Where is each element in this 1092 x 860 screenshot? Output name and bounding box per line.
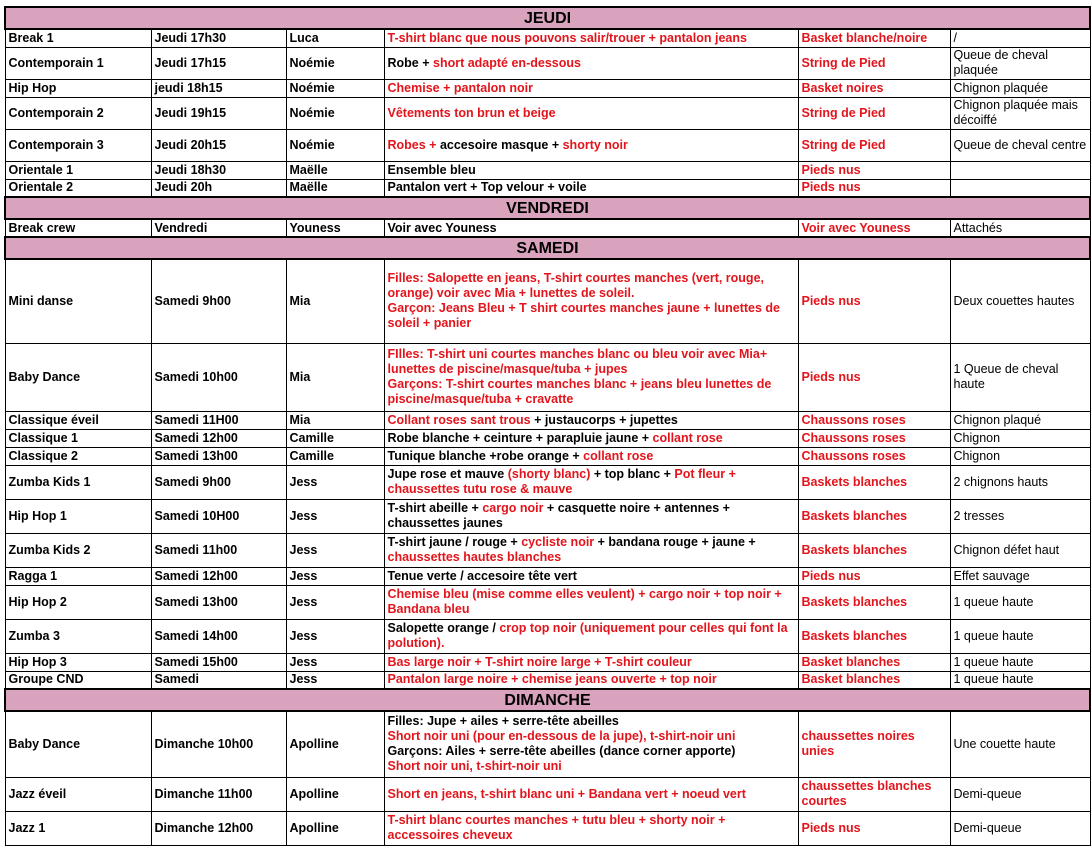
table-row	[5, 79, 1090, 97]
teacher-cell: Luca	[286, 29, 384, 47]
outfit-cell	[384, 411, 798, 429]
outfit-text: Pantalon large noire + chemise jeans ouverte + top noir	[387, 672, 717, 687]
outfit-text: Short en jeans, t-shirt blanc uni + Bandana vert + noeud vert	[387, 786, 746, 801]
shoes-cell	[798, 653, 950, 671]
table-row	[5, 429, 1090, 447]
teacher-cell: Maëlle	[286, 179, 384, 197]
day-label: SAMEDI	[5, 237, 1090, 259]
outfit-text: Garçon: Jeans Bleu + T shirt courtes manches jaune + lunettes de soleil + panier	[387, 301, 780, 331]
outfit-text: crop top noir (uniquement pour celles qui font la polution).	[387, 621, 788, 650]
time-cell: Samedi 14h00	[151, 619, 286, 653]
shoes-text: chaussettes blanches courtes	[801, 779, 932, 808]
time-cell: Samedi 12h00	[151, 429, 286, 447]
outfit-text: + bandana rouge + jaune +	[594, 535, 756, 549]
course-name-cell: Zumba Kids 1	[5, 465, 151, 499]
hairstyle-cell: 1 queue haute	[950, 653, 1090, 671]
outfit-text: + top blanc +	[590, 467, 675, 481]
shoes-text: Pieds nus	[801, 162, 861, 177]
course-name-cell: Break 1	[5, 29, 151, 47]
hairstyle-cell: 2 tresses	[950, 499, 1090, 533]
course-name-cell: Orientale 1	[5, 161, 151, 179]
table-row	[5, 653, 1090, 671]
hairstyle-cell: Une couette haute	[950, 711, 1090, 777]
hairstyle-cell: Effet sauvage	[950, 567, 1090, 585]
schedule-body	[5, 7, 1090, 845]
outfit-text: FIlles: T-shirt uni courtes manches blanc ou bleu voir avec Mia+ lunettes de piscine/masque/tuba + jupes	[387, 347, 768, 376]
shoes-cell	[798, 671, 950, 689]
shoes-cell	[798, 79, 950, 97]
shoes-cell	[798, 179, 950, 197]
course-name-cell: Mini danse	[5, 259, 151, 343]
outfit-text: Chemise bleu (mise comme elles veulent) + cargo noir + top noir + Bandana bleu	[387, 587, 782, 616]
shoes-text: Pieds nus	[801, 568, 861, 583]
course-name-cell: Orientale 2	[5, 179, 151, 197]
outfit-cell	[384, 343, 798, 411]
shoes-text: Basket blanches	[801, 672, 901, 687]
outfit-text: Tenue verte / accesoire tête vert	[387, 568, 577, 583]
time-cell: Samedi 9h00	[151, 259, 286, 343]
day-header-dimanche	[5, 689, 1090, 711]
outfit-text: collant rose	[652, 430, 723, 445]
day-label: VENDREDI	[5, 197, 1090, 219]
shoes-cell	[798, 47, 950, 79]
outfit-text: Bas large noir + T-shirt noire large + T-shirt couleur	[387, 654, 692, 669]
shoes-cell	[798, 259, 950, 343]
time-cell: Samedi 10h00	[151, 343, 286, 411]
outfit-cell	[384, 97, 798, 129]
course-name-cell: Hip Hop 2	[5, 585, 151, 619]
outfit-text: Short noir uni (pour en-dessous de la jupe), t-shirt-noir uni	[387, 729, 736, 744]
hairstyle-cell: Chignon défet haut	[950, 533, 1090, 567]
outfit-cell	[384, 429, 798, 447]
outfit-text: (shorty blanc)	[507, 467, 591, 481]
table-row	[5, 343, 1090, 411]
shoes-cell	[798, 161, 950, 179]
shoes-cell	[798, 777, 950, 811]
outfit-cell	[384, 259, 798, 343]
shoes-cell	[798, 429, 950, 447]
shoes-text: Pieds nus	[801, 369, 861, 384]
outfit-text: Filles: Jupe + ailes + serre-tête abeilles	[387, 714, 619, 729]
course-name-cell: Baby Dance	[5, 711, 151, 777]
outfit-cell	[384, 567, 798, 585]
outfit-cell	[384, 533, 798, 567]
table-row	[5, 259, 1090, 343]
course-name-cell: Classique éveil	[5, 411, 151, 429]
outfit-text: accesoire masque +	[439, 137, 563, 152]
teacher-cell: Mia	[286, 259, 384, 343]
time-cell: Jeudi 17h30	[151, 29, 286, 47]
time-cell: Samedi 15h00	[151, 653, 286, 671]
teacher-cell: Maëlle	[286, 161, 384, 179]
hairstyle-cell: 1 Queue de cheval haute	[950, 343, 1090, 411]
shoes-cell	[798, 343, 950, 411]
outfit-cell	[384, 447, 798, 465]
shoes-cell	[798, 567, 950, 585]
shoes-text: Baskets blanches	[801, 594, 908, 609]
table-row	[5, 161, 1090, 179]
table-row	[5, 219, 1090, 237]
time-cell: Jeudi 20h	[151, 179, 286, 197]
hairstyle-cell: /	[950, 29, 1090, 47]
outfit-text: Jupe rose et mauve	[387, 467, 508, 481]
outfit-text: short adapté en-dessous	[433, 55, 581, 70]
outfit-text: cycliste noir	[521, 535, 595, 549]
hairstyle-cell: 2 chignons hauts	[950, 465, 1090, 499]
table-row	[5, 711, 1090, 777]
course-name-cell: Jazz 1	[5, 811, 151, 845]
outfit-cell	[384, 499, 798, 533]
teacher-cell: Jess	[286, 619, 384, 653]
course-name-cell: Groupe CND	[5, 671, 151, 689]
outfit-cell	[384, 711, 798, 777]
teacher-cell: Mia	[286, 343, 384, 411]
shoes-text: Basket noires	[801, 80, 884, 95]
teacher-cell: Jess	[286, 585, 384, 619]
hairstyle-cell	[950, 179, 1090, 197]
day-header-vendredi	[5, 197, 1090, 219]
time-cell: Jeudi 19h15	[151, 97, 286, 129]
outfit-cell	[384, 653, 798, 671]
shoes-cell	[798, 711, 950, 777]
course-name-cell: Classique 2	[5, 447, 151, 465]
outfit-text: Filles: Salopette en jeans, T-shirt courtes manches (vert, rouge, orange) voir avec Mia + lunettes de soleil.	[387, 271, 764, 301]
shoes-text: String de Pied	[801, 137, 886, 152]
teacher-cell: Noémie	[286, 79, 384, 97]
outfit-text: + casquette noire + antennes + chaussettes jaunes	[387, 501, 730, 530]
costume-schedule-table	[4, 6, 1091, 846]
outfit-text: Chemise + pantalon noir	[387, 80, 534, 95]
shoes-text: Chaussons roses	[801, 430, 906, 445]
table-row	[5, 585, 1090, 619]
outfit-cell	[384, 29, 798, 47]
hairstyle-cell: Chignon plaquée mais décoiffé	[950, 97, 1090, 129]
shoes-cell	[798, 811, 950, 845]
hairstyle-cell: Chignon	[950, 447, 1090, 465]
time-cell: Dimanche 11h00	[151, 777, 286, 811]
outfit-text: Vêtements ton brun et beige	[387, 105, 556, 120]
table-row	[5, 129, 1090, 161]
hairstyle-cell: 1 queue haute	[950, 619, 1090, 653]
table-row	[5, 567, 1090, 585]
course-name-cell: Baby Dance	[5, 343, 151, 411]
outfit-cell	[384, 465, 798, 499]
hairstyle-cell: 1 queue haute	[950, 585, 1090, 619]
outfit-text: T-shirt abeille +	[387, 501, 483, 515]
table-row	[5, 447, 1090, 465]
table-row	[5, 619, 1090, 653]
outfit-text: Robe +	[387, 55, 433, 70]
outfit-cell	[384, 47, 798, 79]
time-cell: Samedi 9h00	[151, 465, 286, 499]
outfit-text: chaussettes hautes blanches	[387, 550, 562, 564]
hairstyle-cell: Demi-queue	[950, 777, 1090, 811]
shoes-text: Baskets blanches	[801, 474, 908, 489]
course-name-cell: Zumba Kids 2	[5, 533, 151, 567]
outfit-text: Garçons: Ailes + serre-tête abeilles (dance corner apporte)	[387, 744, 736, 759]
course-name-cell: Classique 1	[5, 429, 151, 447]
outfit-text: Pantalon vert + Top velour + voile	[387, 180, 587, 195]
table-row	[5, 29, 1090, 47]
time-cell: Samedi	[151, 671, 286, 689]
course-name-cell: Break crew	[5, 219, 151, 237]
outfit-cell	[384, 179, 798, 197]
teacher-cell: Apolline	[286, 811, 384, 845]
table-row	[5, 777, 1090, 811]
outfit-cell	[384, 811, 798, 845]
shoes-text: Pieds nus	[801, 180, 861, 195]
shoes-text: String de Pied	[801, 105, 886, 120]
table-row	[5, 47, 1090, 79]
course-name-cell: Hip Hop 1	[5, 499, 151, 533]
time-cell: Samedi 11H00	[151, 411, 286, 429]
outfit-text: T-shirt blanc que nous pouvons salir/trouer + pantalon jeans	[387, 30, 747, 45]
hairstyle-cell: Queue de cheval plaquée	[950, 47, 1090, 79]
teacher-cell: Youness	[286, 219, 384, 237]
shoes-cell	[798, 619, 950, 653]
outfit-text: T-shirt blanc courtes manches + tutu bleu + shorty noir + accessoires cheveux	[387, 813, 726, 842]
shoes-text: Chaussons roses	[801, 412, 906, 427]
course-name-cell: Zumba 3	[5, 619, 151, 653]
teacher-cell: Jess	[286, 671, 384, 689]
teacher-cell: Jess	[286, 499, 384, 533]
teacher-cell: Camille	[286, 429, 384, 447]
outfit-text: Robes +	[387, 137, 440, 152]
course-name-cell: Hip Hop	[5, 79, 151, 97]
course-name-cell: Contemporain 3	[5, 129, 151, 161]
hairstyle-cell: Queue de cheval centre	[950, 129, 1090, 161]
course-name-cell: Contemporain 2	[5, 97, 151, 129]
time-cell: Samedi 13h00	[151, 585, 286, 619]
shoes-cell	[798, 533, 950, 567]
outfit-cell	[384, 161, 798, 179]
hairstyle-cell: 1 queue haute	[950, 671, 1090, 689]
hairstyle-cell: Chignon plaqué	[950, 411, 1090, 429]
teacher-cell: Jess	[286, 653, 384, 671]
course-name-cell: Hip Hop 3	[5, 653, 151, 671]
outfit-text: T-shirt jaune / rouge +	[387, 535, 522, 549]
shoes-cell	[798, 29, 950, 47]
hairstyle-cell	[950, 161, 1090, 179]
shoes-text: Voir avec Youness	[801, 220, 911, 235]
outfit-cell	[384, 619, 798, 653]
shoes-text: Pieds nus	[801, 820, 861, 835]
shoes-text: Chaussons roses	[801, 448, 906, 463]
day-label: JEUDI	[5, 7, 1090, 29]
time-cell: Dimanche 10h00	[151, 711, 286, 777]
outfit-text: Short noir uni, t-shirt-noir uni	[387, 759, 562, 774]
time-cell: Vendredi	[151, 219, 286, 237]
table-row	[5, 97, 1090, 129]
shoes-text: Baskets blanches	[801, 628, 908, 643]
shoes-cell	[798, 447, 950, 465]
outfit-text: Collant roses sant trous	[387, 412, 531, 427]
hairstyle-cell: Chignon plaquée	[950, 79, 1090, 97]
table-row	[5, 533, 1090, 567]
outfit-text: Robe blanche + ceinture + parapluie jaune +	[387, 430, 653, 445]
shoes-text: Baskets blanches	[801, 508, 908, 523]
shoes-cell	[798, 585, 950, 619]
time-cell: jeudi 18h15	[151, 79, 286, 97]
shoes-text: chaussettes noires unies	[801, 729, 915, 759]
outfit-text: Salopette orange /	[387, 621, 500, 635]
time-cell: Samedi 10H00	[151, 499, 286, 533]
outfit-text: cargo noir	[482, 501, 544, 515]
hairstyle-cell: Demi-queue	[950, 811, 1090, 845]
hairstyle-cell: Attachés	[950, 219, 1090, 237]
teacher-cell: Noémie	[286, 129, 384, 161]
outfit-cell	[384, 777, 798, 811]
teacher-cell: Apolline	[286, 711, 384, 777]
teacher-cell: Camille	[286, 447, 384, 465]
shoes-cell	[798, 97, 950, 129]
outfit-cell	[384, 129, 798, 161]
day-label: DIMANCHE	[5, 689, 1090, 711]
teacher-cell: Noémie	[286, 47, 384, 79]
shoes-text: Basket blanches	[801, 654, 901, 669]
time-cell: Samedi 12h00	[151, 567, 286, 585]
time-cell: Dimanche 12h00	[151, 811, 286, 845]
outfit-cell	[384, 219, 798, 237]
outfit-text: Tunique blanche +robe orange +	[387, 448, 584, 463]
day-header-jeudi	[5, 7, 1090, 29]
outfit-text: + justaucorps + jupettes	[530, 412, 678, 427]
time-cell: Samedi 13h00	[151, 447, 286, 465]
table-row	[5, 465, 1090, 499]
time-cell: Jeudi 20h15	[151, 129, 286, 161]
hairstyle-cell: Chignon	[950, 429, 1090, 447]
shoes-cell	[798, 499, 950, 533]
outfit-text: Voir avec Youness	[387, 220, 497, 235]
table-row	[5, 179, 1090, 197]
shoes-text: String de Pied	[801, 55, 886, 70]
shoes-cell	[798, 465, 950, 499]
teacher-cell: Mia	[286, 411, 384, 429]
table-row	[5, 671, 1090, 689]
time-cell: Jeudi 18h30	[151, 161, 286, 179]
teacher-cell: Jess	[286, 567, 384, 585]
course-name-cell: Contemporain 1	[5, 47, 151, 79]
table-row	[5, 499, 1090, 533]
teacher-cell: Apolline	[286, 777, 384, 811]
outfit-text: Pot fleur + chaussettes tutu rose & mauve	[387, 467, 736, 496]
hairstyle-cell: Deux couettes hautes	[950, 259, 1090, 343]
time-cell: Samedi 11h00	[151, 533, 286, 567]
course-name-cell: Ragga 1	[5, 567, 151, 585]
table-row	[5, 811, 1090, 845]
shoes-cell	[798, 411, 950, 429]
shoes-text: Pieds nus	[801, 293, 861, 308]
teacher-cell: Jess	[286, 465, 384, 499]
day-header-samedi	[5, 237, 1090, 259]
teacher-cell: Noémie	[286, 97, 384, 129]
shoes-cell	[798, 219, 950, 237]
table-row	[5, 411, 1090, 429]
outfit-text: shorty noir	[562, 137, 628, 152]
outfit-cell	[384, 671, 798, 689]
outfit-text: Ensemble bleu	[387, 162, 476, 177]
shoes-text: Baskets blanches	[801, 542, 908, 557]
time-cell: Jeudi 17h15	[151, 47, 286, 79]
shoes-text: Basket blanche/noire	[801, 30, 928, 45]
teacher-cell: Jess	[286, 533, 384, 567]
outfit-text: collant rose	[583, 448, 654, 463]
outfit-text: Garçons: T-shirt courtes manches blanc + jeans bleu lunettes de piscine/masque/tuba + cravatte	[387, 377, 772, 406]
shoes-cell	[798, 129, 950, 161]
outfit-cell	[384, 585, 798, 619]
course-name-cell: Jazz éveil	[5, 777, 151, 811]
outfit-cell	[384, 79, 798, 97]
